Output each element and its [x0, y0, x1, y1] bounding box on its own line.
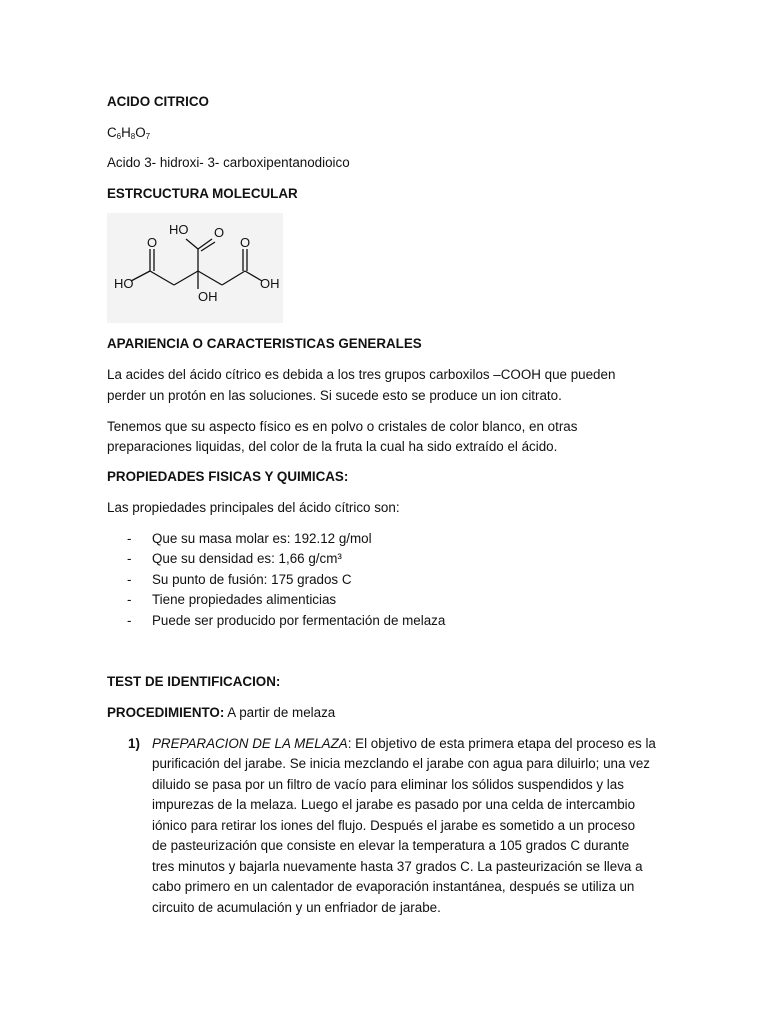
list-bullet: -: [127, 572, 132, 587]
procedure-text: A partir de melaza: [224, 705, 336, 720]
step1-line-8: cabo primero en un calentador de evaporación instantánea, después se utiliza un: [152, 879, 635, 894]
appearance-paragraph-2-line-1: Tenemos que su aspecto físico es en polvo o cristales de color blanco, en otras: [107, 419, 578, 434]
procedure-line: [107, 704, 335, 722]
step1-line-5: iónico para retirar los iones del flujo. Después el jarabe es sometido a un proceso: [152, 818, 636, 833]
step1-line-6: de pasteurización que consiste en elevar la temperatura a 105 grados C durante: [152, 838, 630, 853]
structure-heading: ESTRCUCTURA MOLECULAR: [107, 186, 298, 201]
procedure-label: PROCEDIMIENTO:: [107, 705, 225, 720]
step1-line-4: impurezas de la melaza. Luego el jarabe es pasado por una celda de intercambio: [152, 797, 636, 812]
molecule-label-ho-left: HO: [114, 276, 134, 291]
iupac-name: Acido 3- hidroxi- 3- carboxipentanodioico: [107, 155, 350, 170]
chemical-formula: $C_6H_8O_7$: [107, 125, 151, 141]
appearance-paragraph-1-line-1: La acides del ácido cítrico es debida a los tres grupos carboxilos –COOH que pueden: [107, 367, 616, 382]
molecule-label-oh-right: OH: [260, 276, 280, 291]
appearance-heading: APARIENCIA O CARACTERISTICAS GENERALES: [107, 336, 422, 351]
molecule-label-oh-center: OH: [198, 289, 218, 304]
list-bullet: -: [127, 613, 132, 628]
list-item: Su punto de fusión: 175 grados C: [152, 572, 352, 587]
test-heading: TEST DE IDENTIFICACION:: [107, 674, 281, 689]
appearance-paragraph-2-line-2: preparaciones liquidas, del color de la fruta la cual ha sido extraído el ácido.: [107, 439, 558, 454]
properties-heading: PROPIEDADES FISICAS Y QUIMICAS:: [107, 469, 349, 484]
list-item: Puede ser producido por fermentación de melaza: [152, 613, 446, 628]
step1-line-7: tres minutos y bajarla nuevamente hasta 37 grados C. La pasteurización se lleva a: [152, 859, 643, 874]
list-item: Que su masa molar es: 192.12 g/mol: [152, 531, 372, 546]
step1-title: PREPARACION DE LA MELAZA: [152, 736, 348, 751]
document-title: ACIDO CITRICO: [107, 94, 209, 109]
list-bullet: -: [127, 551, 132, 566]
list-bullet: -: [127, 592, 132, 607]
list-bullet: -: [127, 531, 132, 546]
molecule-label-ho-top: HO: [169, 222, 189, 237]
molecule-label-o-left: O: [147, 235, 158, 250]
step1-line-9: circuito de acumulación y un enfriador de jarabe.: [152, 900, 441, 915]
list-item: Que su densidad es: 1,66 g/cm³: [152, 551, 342, 566]
properties-intro: Las propiedades principales del ácido cítrico son:: [107, 500, 400, 515]
molecule-label-o-top: O: [214, 225, 225, 240]
molecule-label-o-right: O: [240, 235, 251, 250]
list-item: Tiene propiedades alimenticias: [152, 592, 337, 607]
step1-line-2: purificación del jarabe. Se inicia mezclando el jarabe con agua para diluirlo; una vez: [152, 756, 650, 771]
appearance-paragraph-1-line-2: perder un protón en las soluciones. Si sucede esto se produce un ion citrato.: [107, 388, 562, 403]
molecule-structure-image: [107, 213, 283, 323]
step-number: 1): [128, 736, 140, 751]
step1-line-1: PREPARACION DE LA MELAZA: El objetivo de esta primera etapa del proceso es la: [152, 736, 656, 751]
step1-line-3: diluido se pasa por un filtro de vacío para eliminar los sólidos suspendidos y las: [152, 777, 624, 792]
